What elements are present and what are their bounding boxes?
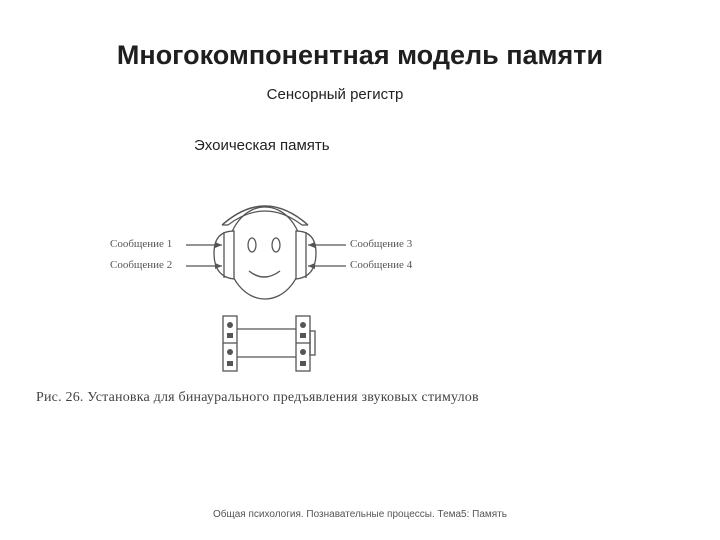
slide-title: Многокомпонентная модель памяти [116, 40, 604, 70]
label-message-2: Сообщение 2 [110, 259, 173, 271]
head-face-icon [228, 207, 302, 299]
section-label: Эхоическая память [194, 137, 330, 154]
slide-subtitle: Сенсорный регистр [266, 86, 404, 103]
binaural-diagram [100, 195, 500, 385]
label-message-1: Сообщение 1 [110, 238, 173, 250]
figure-caption: Рис. 26. Установка для бинаурального предъявления звуковых стимулов [36, 390, 479, 405]
headband-icon [222, 206, 308, 225]
label-message-4: Сообщение 4 [350, 259, 413, 271]
label-message-3: Сообщение 3 [350, 238, 413, 250]
binaural-setup-figure [100, 195, 500, 385]
slide-footer: Общая психология. Познавательные процессы. Тема5: Память [212, 509, 508, 520]
